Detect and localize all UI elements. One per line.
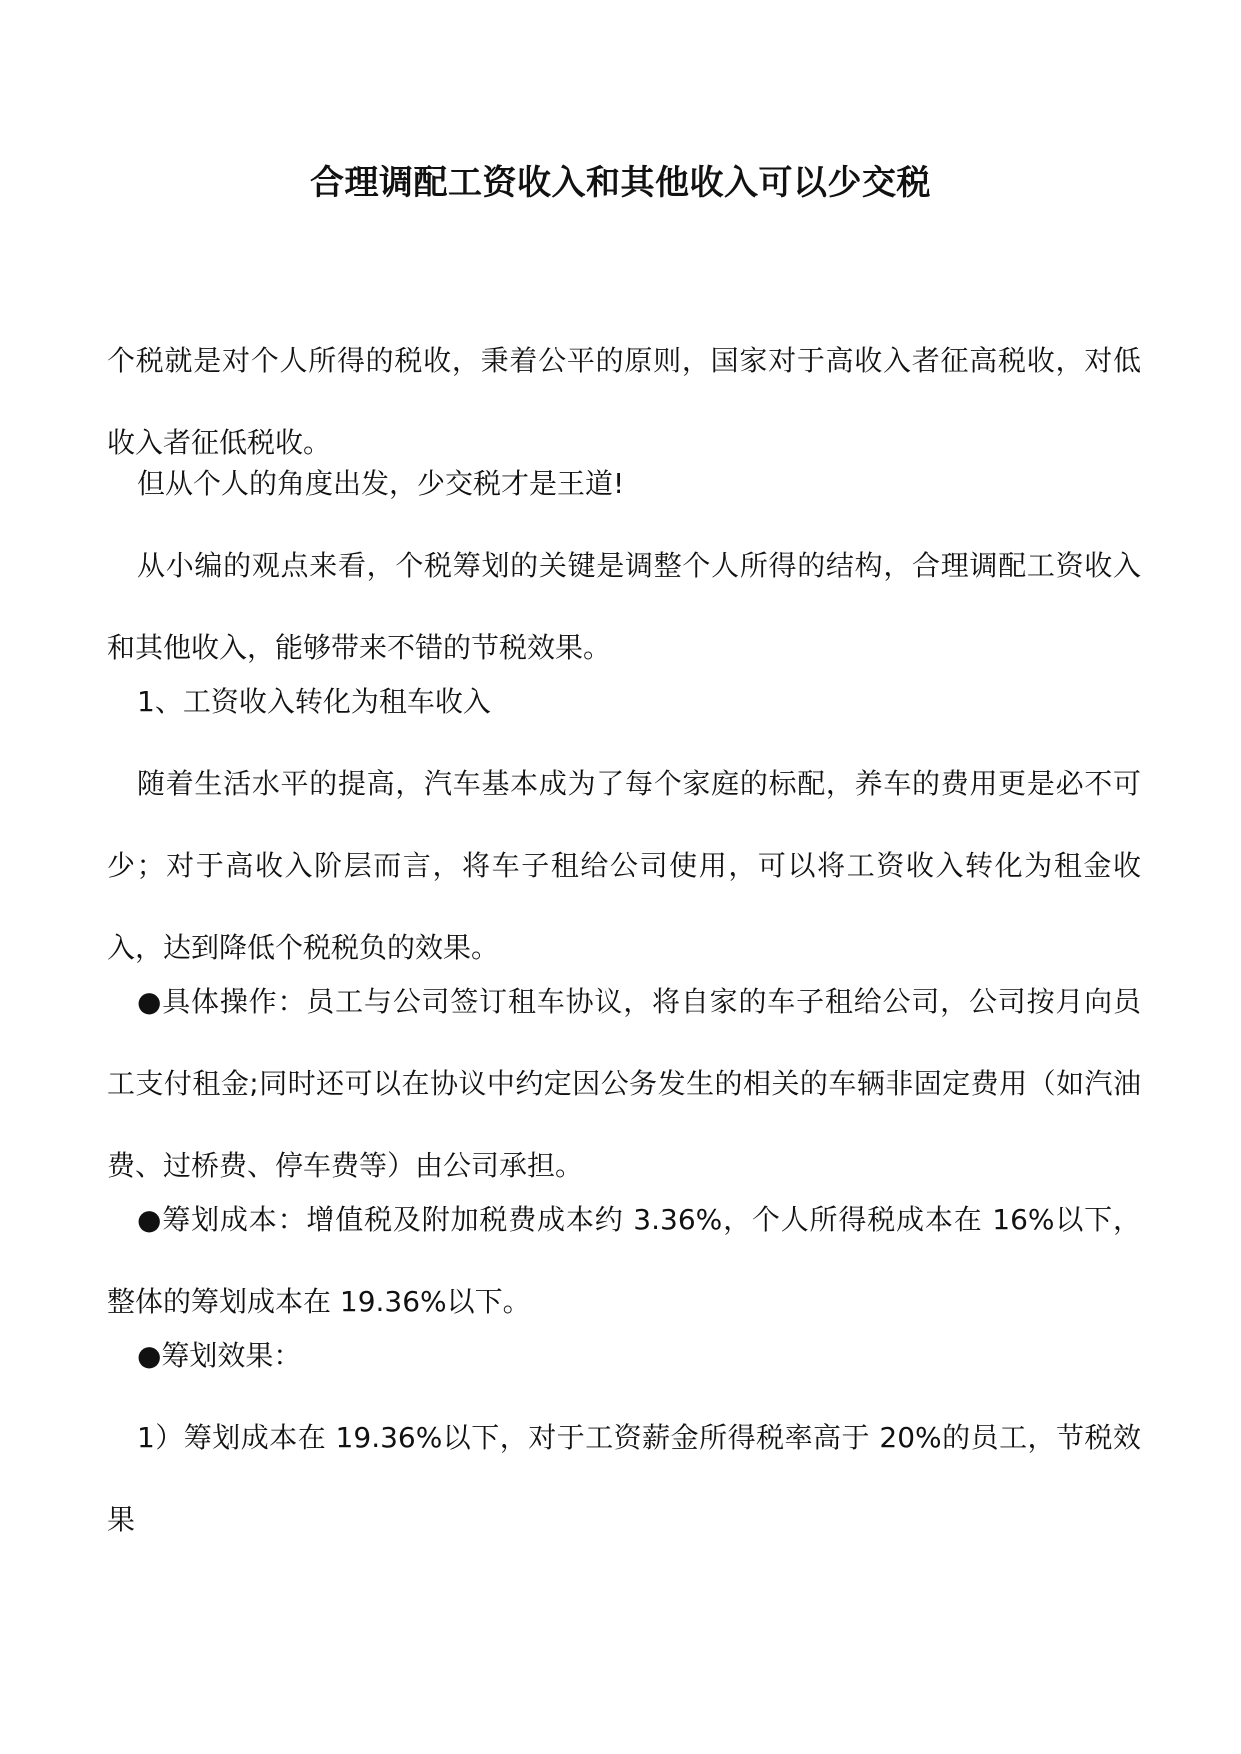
paragraph-effect-1: 1）筹划成本在 19.36%以下，对于工资薪金所得税率高于 20%的员工，节税效果 [107,1421,1141,1536]
paragraph-effect-heading: ●筹划效果： [137,1339,302,1372]
paragraph-operation: ●具体操作：员工与公司签订租车协议，将自家的车子租给公司，公司按月向员工支付租金;同时还可以在协议中约定因公务发生的相关的车辆非固定费用（如汽油费、过桥费、停车费等）由公司承担。 [107,985,1141,1182]
paragraph-intro: 个税就是对个人所得的税收，秉着公平的原则，国家对于高收入者征高税收，对低收入者征低税收。 [107,344,1141,459]
paragraph-car-rental: 随着生活水平的提高，汽车基本成为了每个家庭的标配，养车的费用更是必不可少；对于高收入阶层而言，将车子租给公司使用，可以将工资收入转化为租金收入，达到降低个税税负的效果。 [107,767,1141,964]
section-heading-1: 1、工资收入转化为租车收入 [137,685,491,718]
paragraph-key-point: 从小编的观点来看，个税筹划的关键是调整个人所得的结构，合理调配工资收入和其他收入，能够带来不错的节税效果。 [107,549,1141,664]
paragraph-cost: ●筹划成本：增值税及附加税费成本约 3.36%，个人所得税成本在 16%以下，整体的筹划成本在 19.36%以下。 [107,1203,1141,1318]
paragraph-perspective: 但从个人的角度出发，少交税才是王道! [137,467,625,500]
document-title: 合理调配工资收入和其他收入可以少交税 [310,163,931,203]
